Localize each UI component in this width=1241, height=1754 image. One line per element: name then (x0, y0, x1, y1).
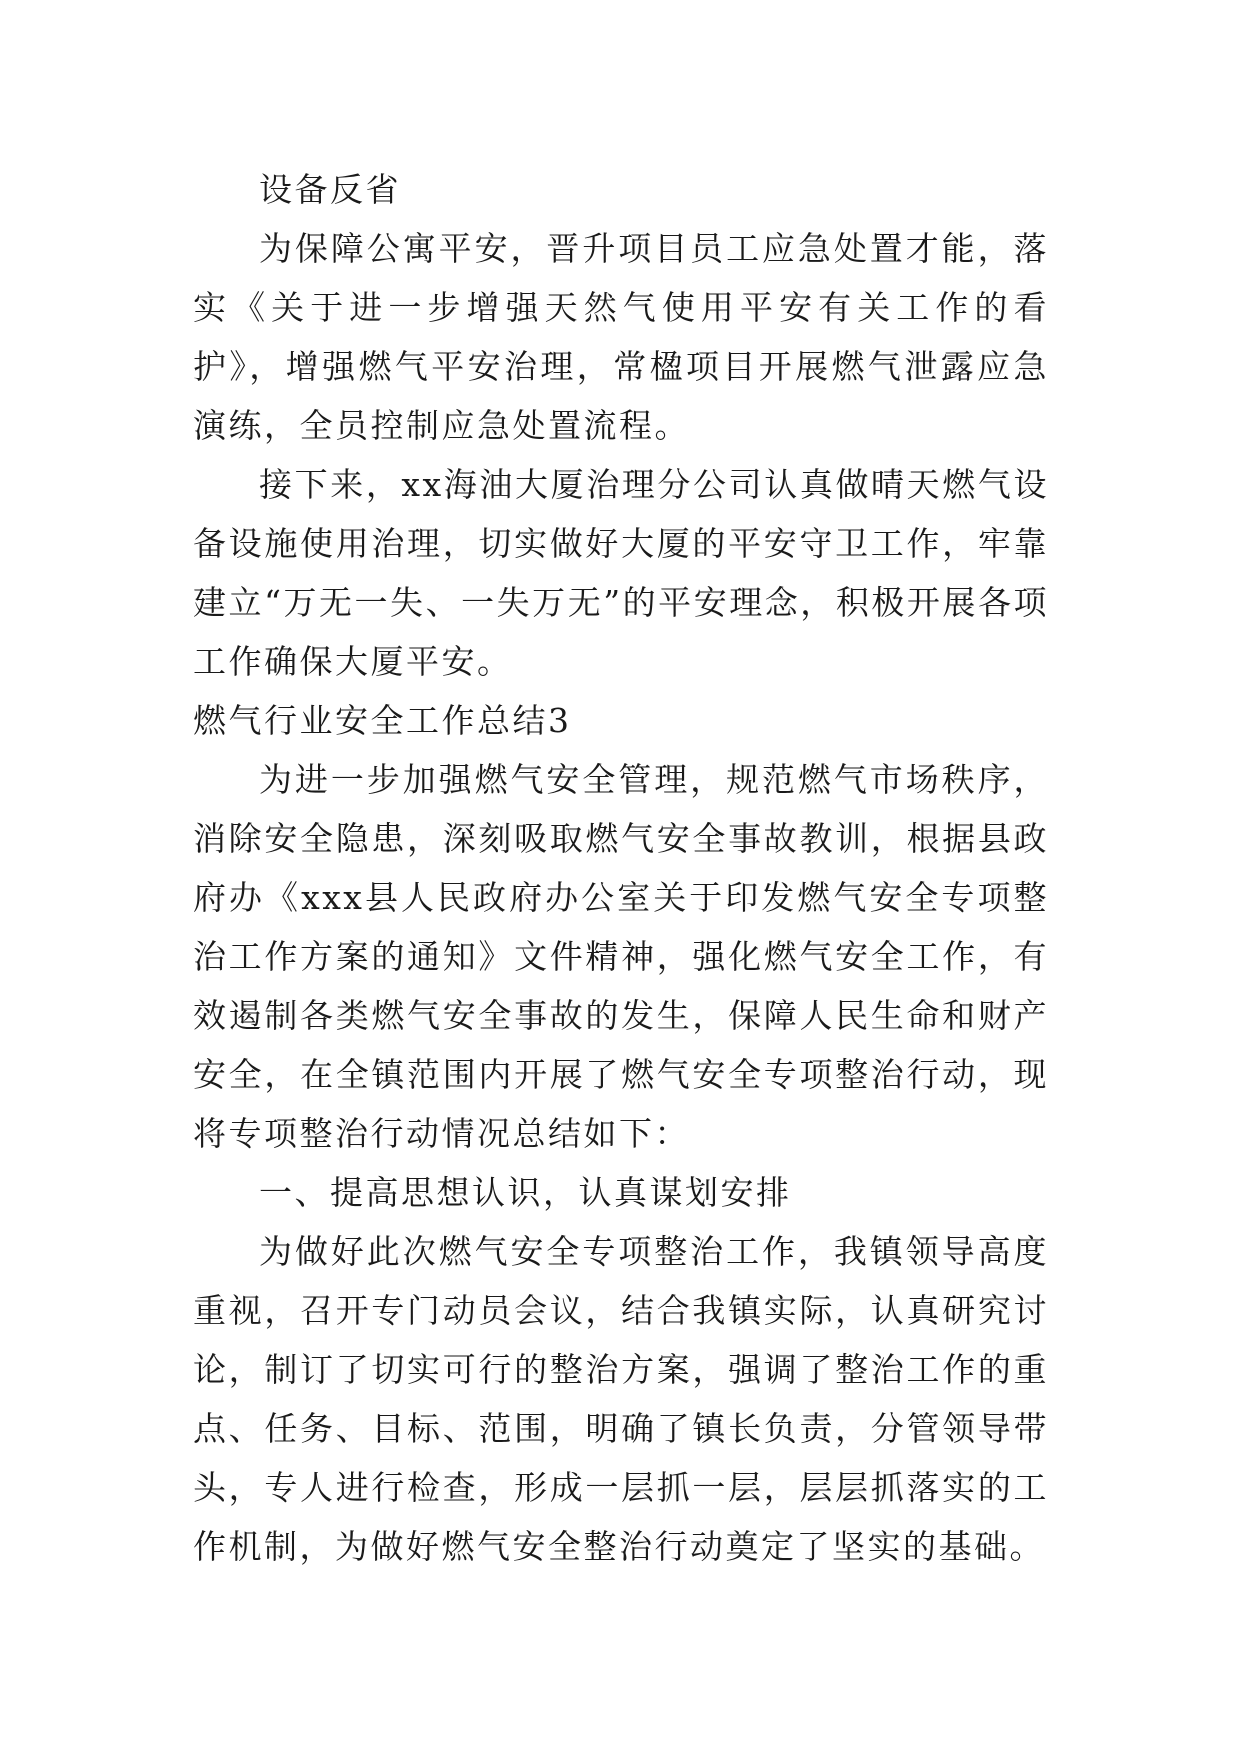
paragraph-next-steps: 接下来，xx海油大厦治理分公司认真做晴天燃气设备设施使用治理，切实做好大厦的平安守卫工作，牢靠建立“万无一失、一失万无”的平安理念，积极开展各项工作确保大厦平安。 (193, 465, 1049, 681)
section-heading: 燃气行业安全工作总结3 (193, 701, 572, 740)
paragraph-apartment-safety: 为保障公寓平安，晋升项目员工应急处置才能，落实《关于进一步增强天然气使用平安有关工作的看护》，增强燃气平安治理，常楹项目开展燃气泄露应急演练，全员控制应急处置流程。 (193, 229, 1049, 445)
paragraph-intro: 为进一步加强燃气安全管理，规范燃气市场秩序，消除安全隐患，深刻吸取燃气安全事故教训，根据县政府办《xxx县人民政府办公室关于印发燃气安全专项整治工作方案的通知》文件精神，强化燃气安全工作，有效遏制各类燃气安全事故的发生，保障人民生命和财产安全，在全镇范围内开展了燃气安全专项整治行动，现将专项整治行动情况总结如下： (193, 760, 1049, 1153)
document-body (193, 160, 1049, 1576)
subheading-one: 一、提高思想认识，认真谋划安排 (259, 1173, 792, 1212)
paragraph-equipment-inspection: 设备反省 (259, 170, 401, 209)
paragraph-leadership: 为做好此次燃气安全专项整治工作，我镇领导高度重视，召开专门动员会议，结合我镇实际，认真研究讨论，制订了切实可行的整治方案，强调了整治工作的重点、任务、目标、范围，明确了镇长负责，分管领导带头，专人进行检查，形成一层抓一层，层层抓落实的工作机制，为做好燃气安全整治行动奠定了坚实的基础。 (193, 1232, 1049, 1566)
